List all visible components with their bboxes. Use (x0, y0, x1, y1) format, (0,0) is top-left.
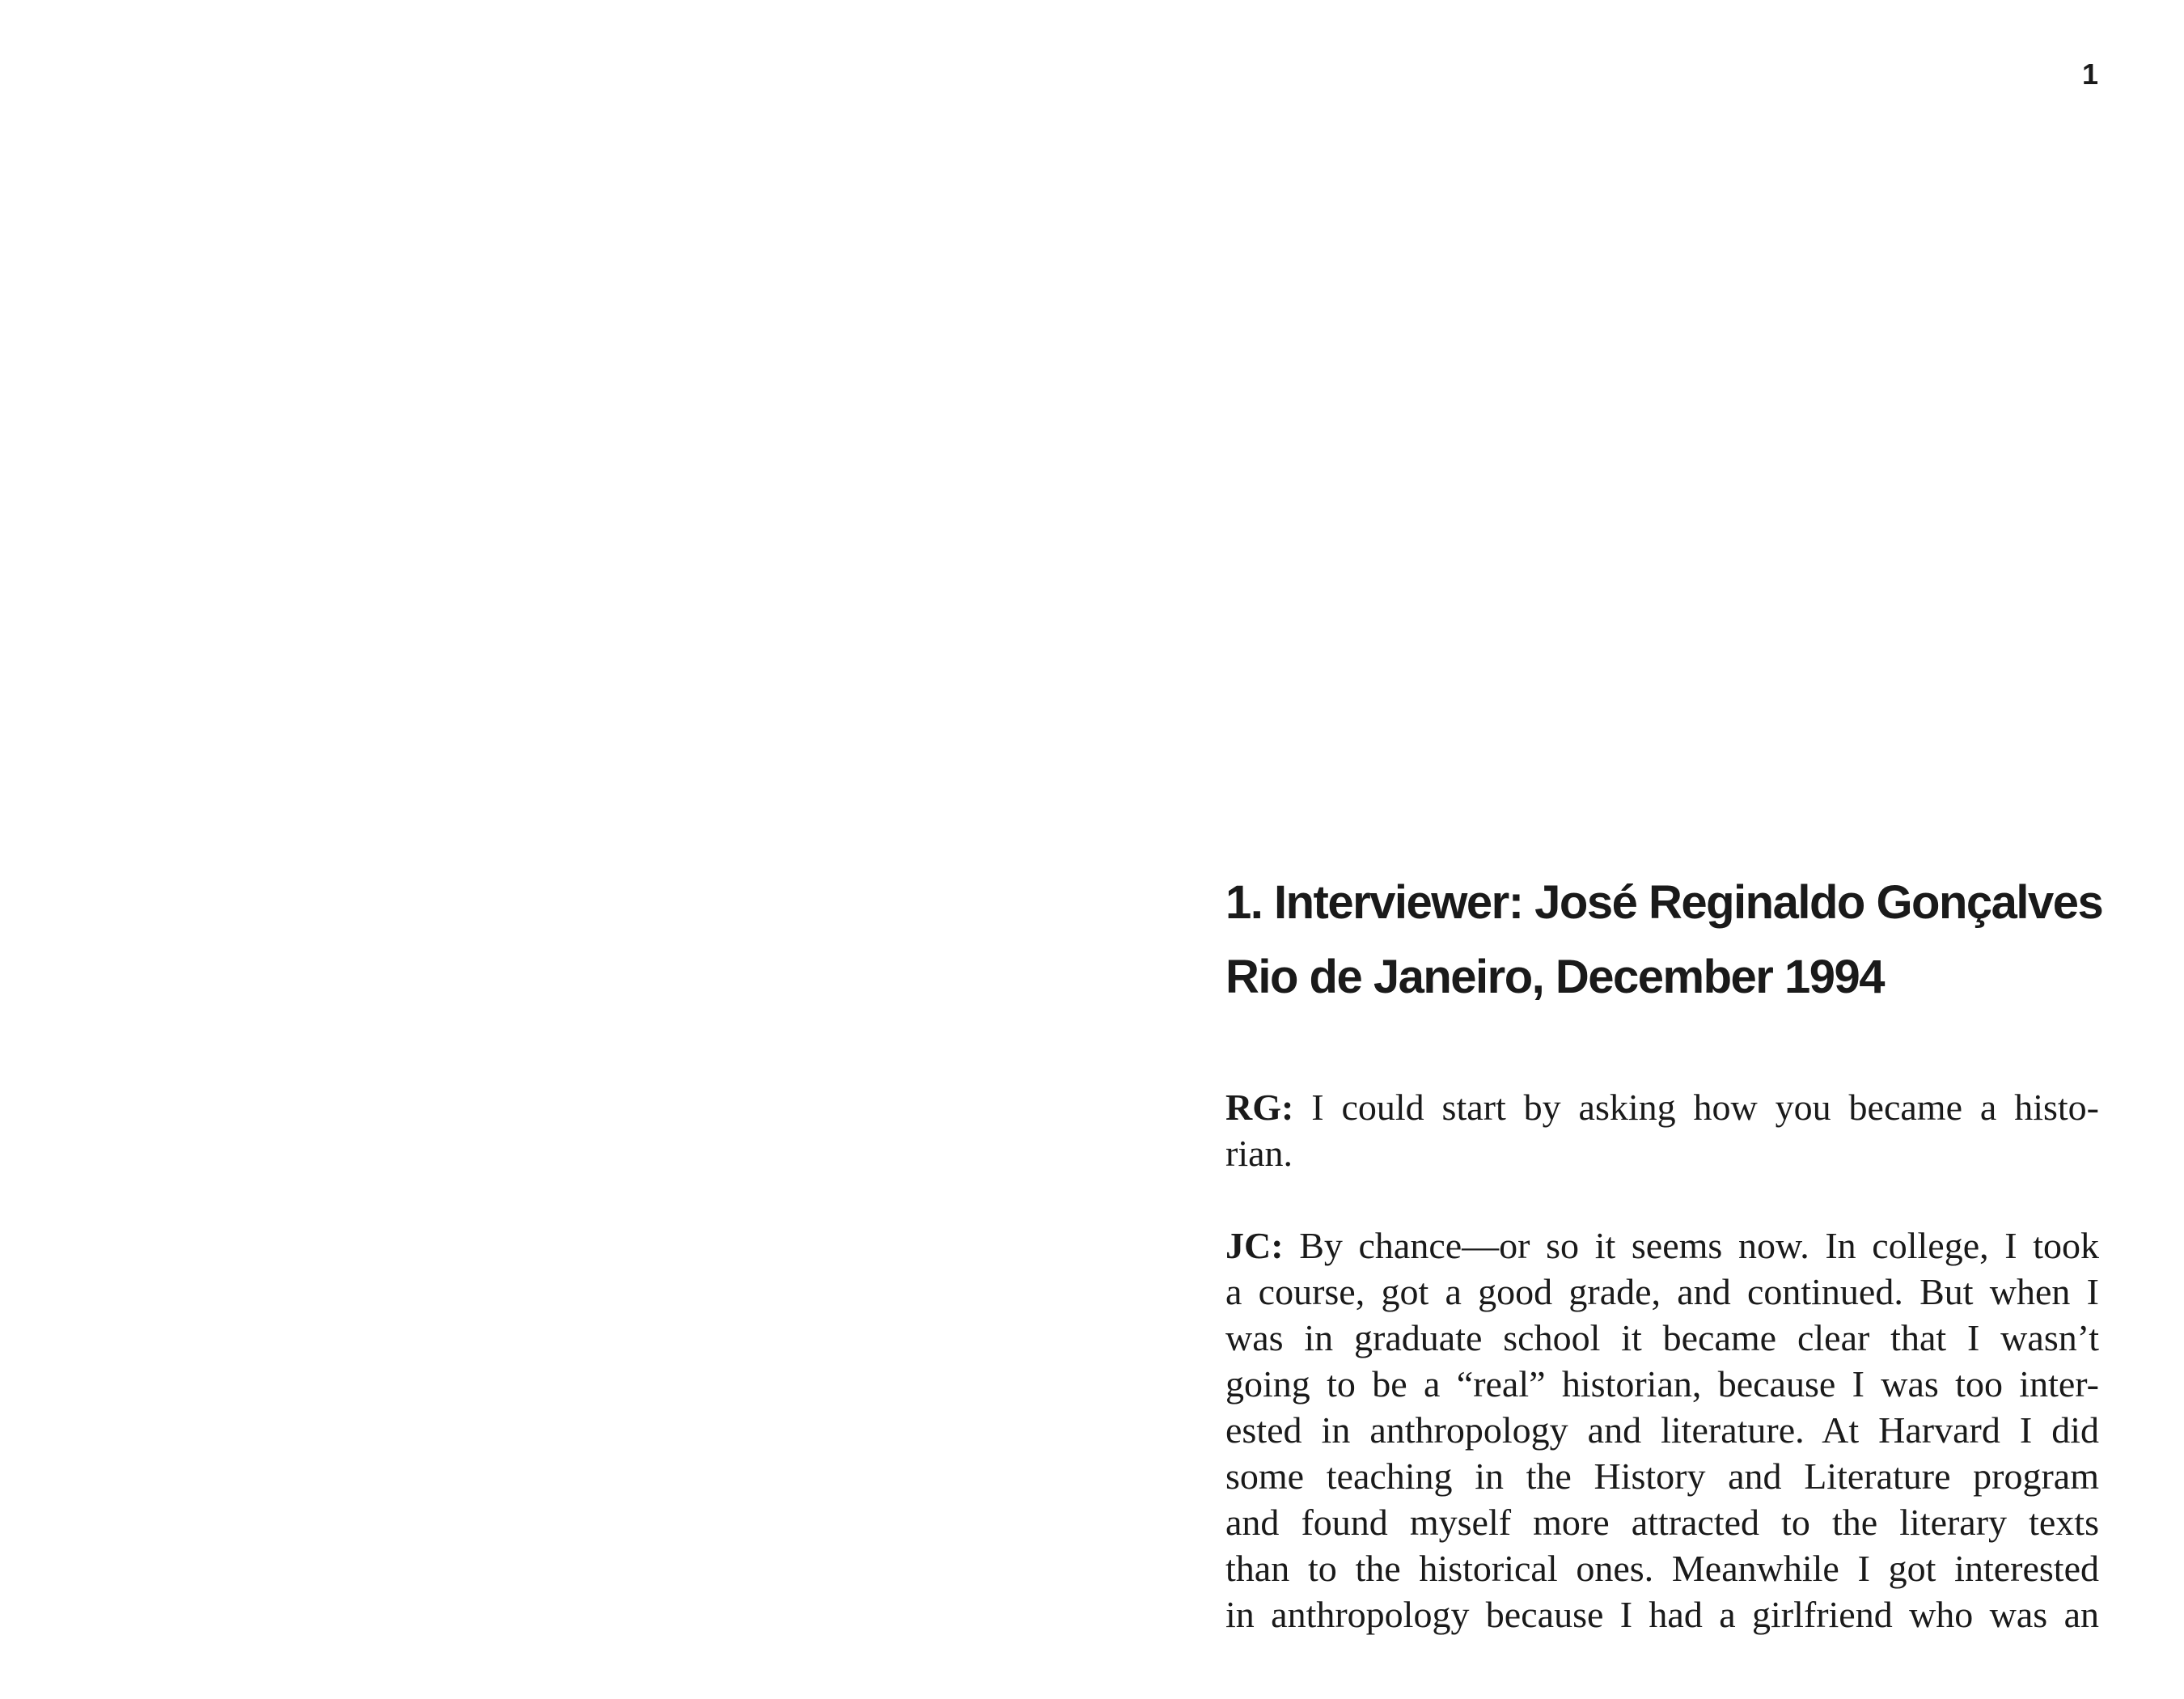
exchange-rg (1225, 1084, 2099, 1176)
text-line: a course, got a good grade, and continued. But when I (1225, 1271, 2099, 1312)
chapter-content (1225, 866, 2103, 1684)
text-line (1225, 1222, 2099, 1269)
text-line: in anthropology because I had a girlfriend who was an (1225, 1594, 2099, 1635)
text-line: ested in anthropology and literature. At Harvard I did (1225, 1409, 2099, 1451)
text-line (1225, 1084, 2099, 1130)
text-line: going to be a “real” historian, because I was too inter- (1225, 1363, 2099, 1405)
heading-line-place-date: Rio de Janeiro, December 1994 (1225, 951, 1885, 1003)
speaker-label: RG: (1225, 1087, 1294, 1128)
exchange-jc (1225, 1222, 2099, 1638)
text-segment: By chance—or so it seems now. In college, I took (1283, 1225, 2099, 1266)
text-line: rian. (1225, 1133, 1293, 1174)
heading-line-interviewer: 1. Interviewer: José Reginaldo Gonçalves (1225, 876, 2103, 929)
text-line: some teaching in the History and Literature program (1225, 1455, 2099, 1497)
page-number: 1 (2081, 57, 2098, 91)
text-line: was in graduate school it became clear that I wasn’t (1225, 1317, 2099, 1358)
speaker-label: JC: (1225, 1225, 1284, 1266)
text-line: and found myself more attracted to the literary texts (1225, 1502, 2099, 1543)
chapter-heading (1225, 866, 2103, 1015)
text-line: than to the historical ones. Meanwhile I got interested (1225, 1548, 2099, 1589)
text-segment: I could start by asking how you became a histo- (1293, 1087, 2099, 1128)
